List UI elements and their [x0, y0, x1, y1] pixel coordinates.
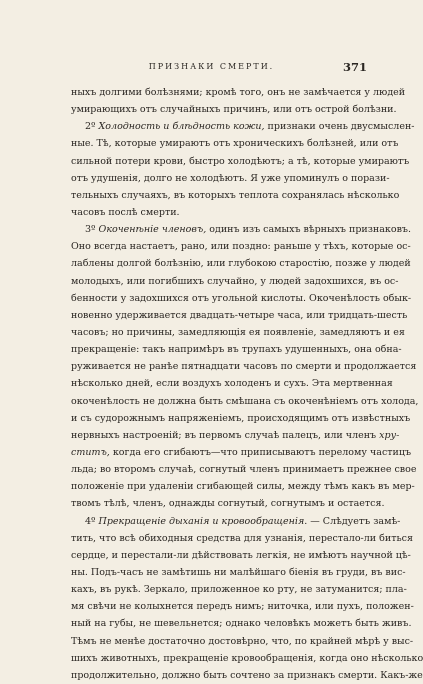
- text-line: часовъ послѣ смерти.: [71, 206, 180, 218]
- text-line: Оно всегда настаетъ, рано, или поздно: раньше у тѣхъ, которые ос-: [71, 241, 411, 253]
- text-line: 2º Холодность и блѣдность кожи, признаки очень двусмыслен-: [85, 121, 415, 133]
- text-line: отъ удушенія, долго не холодѣютъ. Я уже упоминулъ о порази-: [71, 172, 390, 184]
- text-line: мя свѣчи не колыхнется передъ нимъ; ниточка, или пухъ, положен-: [71, 601, 414, 613]
- text-line: ститъ, когда его сгибаютъ—что приписываютъ перелому частицъ: [71, 446, 412, 458]
- paragraph: [71, 513, 423, 684]
- text-line: льда; во второмъ случаѣ, согнутый членъ принимаетъ прежнее свое: [71, 464, 417, 476]
- text-line: и съ судорожнымъ напряженіемъ, происходящимъ отъ извѣстныхъ: [71, 412, 411, 424]
- text-line: Тѣмъ не менѣе достаточно достовѣрно, что, по крайней мѣрѣ у выс-: [71, 635, 414, 647]
- text-line: прекращеніе: такъ напримѣръ въ трупахъ удушенныхъ, она обна-: [71, 344, 402, 356]
- text-line: тить, что всѣ обиходныя средства для узнанія, перестало-ли биться: [71, 532, 413, 544]
- text-line: молодыхъ, или погибшихъ случайно, у людей задохшихся, въ ос-: [71, 275, 399, 287]
- text-line: умирающихъ отъ случайныхъ причинъ, или отъ острой болѣзни.: [71, 104, 397, 116]
- text-line: лаблены долгой болѣзнію, или глубокою старостію, позже у людей: [71, 258, 411, 270]
- text-line: новенно удерживается двадцать-четыре часа, или тридцать-шесть: [71, 309, 408, 321]
- text-line: ны. Подъ-часъ не замѣтишь ни малѣйшаго біенія въ груди, въ вис-: [71, 566, 406, 578]
- page-header: [0, 62, 423, 76]
- text-line: сильной потери крови, быстро холодѣютъ; а тѣ, которые умираютъ: [71, 155, 410, 167]
- text-line: 3º Окоченѣніе членовъ, одинъ изъ самыхъ вѣрныхъ признаковъ.: [85, 224, 411, 236]
- paragraph: [71, 118, 415, 221]
- paragraph: [71, 84, 406, 118]
- text-line: положеніе при удаленіи сгибающей силы, между тѣмъ какъ въ мер-: [71, 481, 415, 493]
- text-line: твомъ тѣлѣ, членъ, однажды согнутый, согнутымъ и остается.: [71, 498, 385, 510]
- text-line: ные. Тѣ, которые умираютъ отъ хроническихъ болѣзней, или отъ: [71, 138, 399, 150]
- text-line: нѣсколько дней, если воздухъ холоденъ и сухъ. Эта мертвенная: [71, 378, 393, 390]
- paragraph: [71, 221, 419, 512]
- text-line: шихъ животныхъ, прекращеніе кровообращенія, когда оно нѣсколько: [71, 652, 423, 664]
- text-line: окоченѣлость не должна быть смѣшана съ окоченѣніемъ отъ холода,: [71, 395, 419, 407]
- text-line: кахъ, въ рукѣ. Зеркало, приложенное ко рту, не затуманится; пла-: [71, 584, 407, 596]
- text-line: ный на губы, не шевельнется; однако человѣкъ можетъ быть живъ.: [71, 618, 412, 630]
- text-line: 4º Прекращеніе дыханія и кровообращенія. — Слѣдуетъ замѣ-: [85, 515, 401, 527]
- text-line: продолжительно, должно быть сочтено за признакъ смерти. Какъ-же: [71, 669, 423, 681]
- text-line: часовъ; но причины, замедляющія ея появленіе, замедляютъ и ея: [71, 326, 405, 338]
- text-line: руживается не ранѣе пятнадцати часовъ по смерти и продолжается: [71, 361, 417, 373]
- text-line: нервныхъ настроеній; въ первомъ случаѣ палецъ, или членъ хру-: [71, 429, 400, 441]
- page-number: 371: [342, 60, 367, 74]
- text-line: ныхъ долгими болѣзнями; кромѣ того, онъ не замѣчается у людей: [71, 87, 406, 98]
- page-body-text: [71, 84, 423, 684]
- text-line: бенности у задохшихся отъ угольной кислоты. Окоченѣлость обык-: [71, 292, 412, 304]
- running-title: ПРИЗНАКИ СМЕРТИ.: [148, 62, 275, 71]
- text-line: тельныхъ случаяхъ, въ которыхъ теплота сохранялась нѣсколько: [71, 189, 400, 201]
- text-line: сердце, и перестали-ли дѣйствовать легкія, не имѣютъ научной цѣ-: [71, 549, 411, 561]
